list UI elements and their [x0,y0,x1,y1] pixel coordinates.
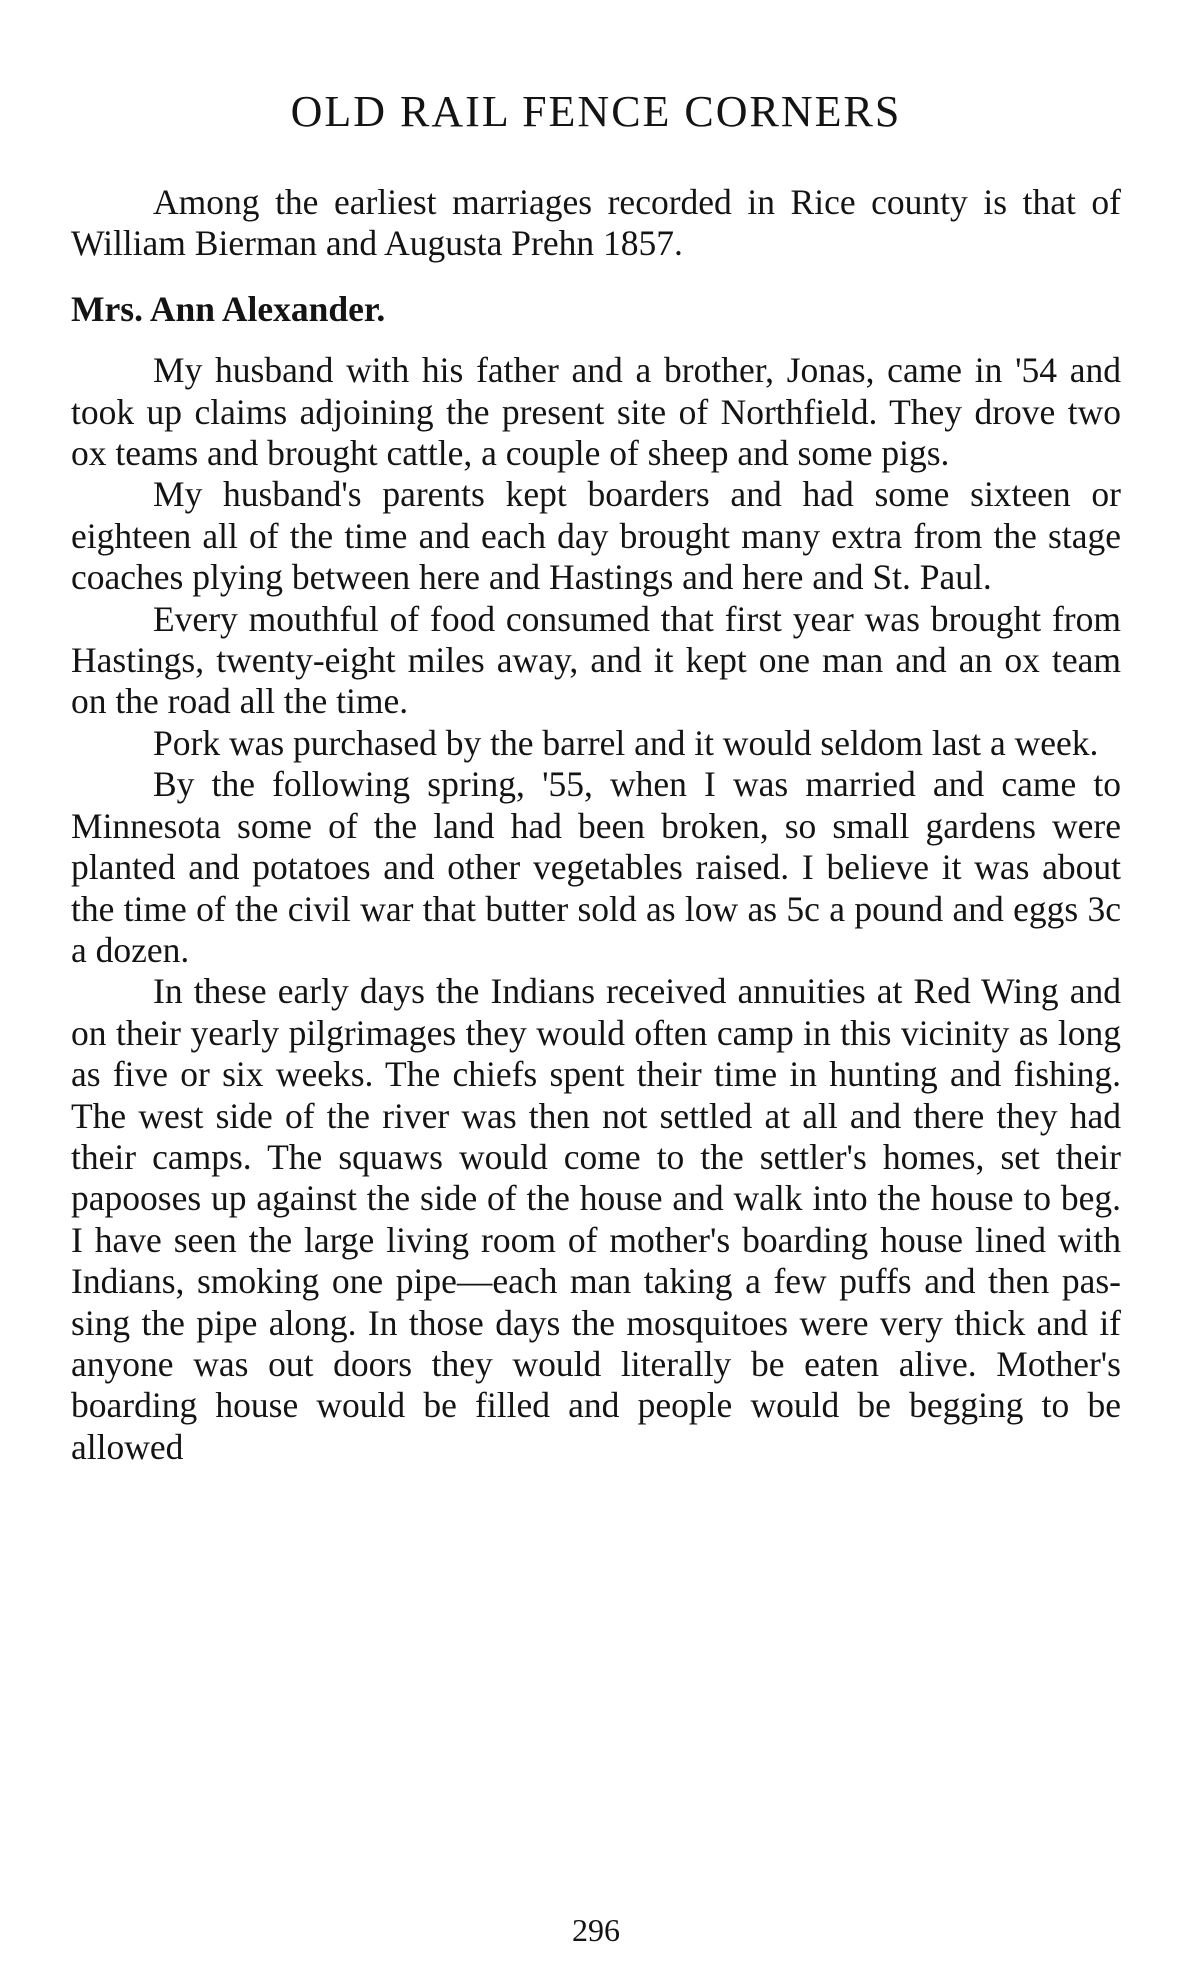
paragraph-arrival: My husband with his father and a brother, Jonas, came in '54 and took up claims adjoining the present site of Northfield. They drove two ox teams and brought cattle, a couple of sheep and some pigs. [71,350,1121,474]
paragraph-boarders: My husband's parents kept boarders and had some sixteen or eighteen all of the time and each day brought many extra from the stage coaches plying between here and Hastings and here and St. Paul. [71,474,1121,598]
paragraph-pork: Pork was purchased by the barrel and it would seldom last a week. [153,722,1099,763]
running-head: OLD RAIL FENCE CORNERS [290,87,902,136]
paragraph-gardens: By the following spring, '55, when I was married and came to Minnesota some of the land had been broken, so small gardens were planted and potatoes and other vegetables raised. I believe it was about the time of the civil war that butter sold as low as 5c a pound and eggs 3c a dozen. [71,764,1121,970]
body-text [71,182,1121,1468]
paragraph-marriage-record: Among the earliest marriages recorded in Rice county is that of William Bierman and Augusta Prehn 1857. [71,182,1121,264]
speaker-name: Mrs. Ann Alexander. [71,288,386,329]
paragraph-indians: In these early days the Indians received annuities at Red Wing and on their yearly pilgrimages they would often camp in this vicinity as long as five or six weeks. The chiefs spent their time in hunting and fishing. The west side of the river was then not settled at all and there they had their camps. The squaws would come to the settler's homes, set their papooses up against the side of the house and walk into the house to beg. I have seen the large living room of mother's boarding house lined with Indians, smoking one pipe—each man taking a few puffs and then passing the pipe along. In those days the mosquitoes were very thick and if anyone was out doors they would literally be eaten alive. Mother's boarding house would be filled and people would be begging to be allowed [71,971,1121,1467]
book-page [71,0,1121,1985]
paragraph-food-supply: Every mouthful of food consumed that first year was brought from Hastings, twenty-eight miles away, and it kept one man and an ox team on the road all the time. [71,598,1121,722]
page-number: 296 [572,1912,620,1948]
